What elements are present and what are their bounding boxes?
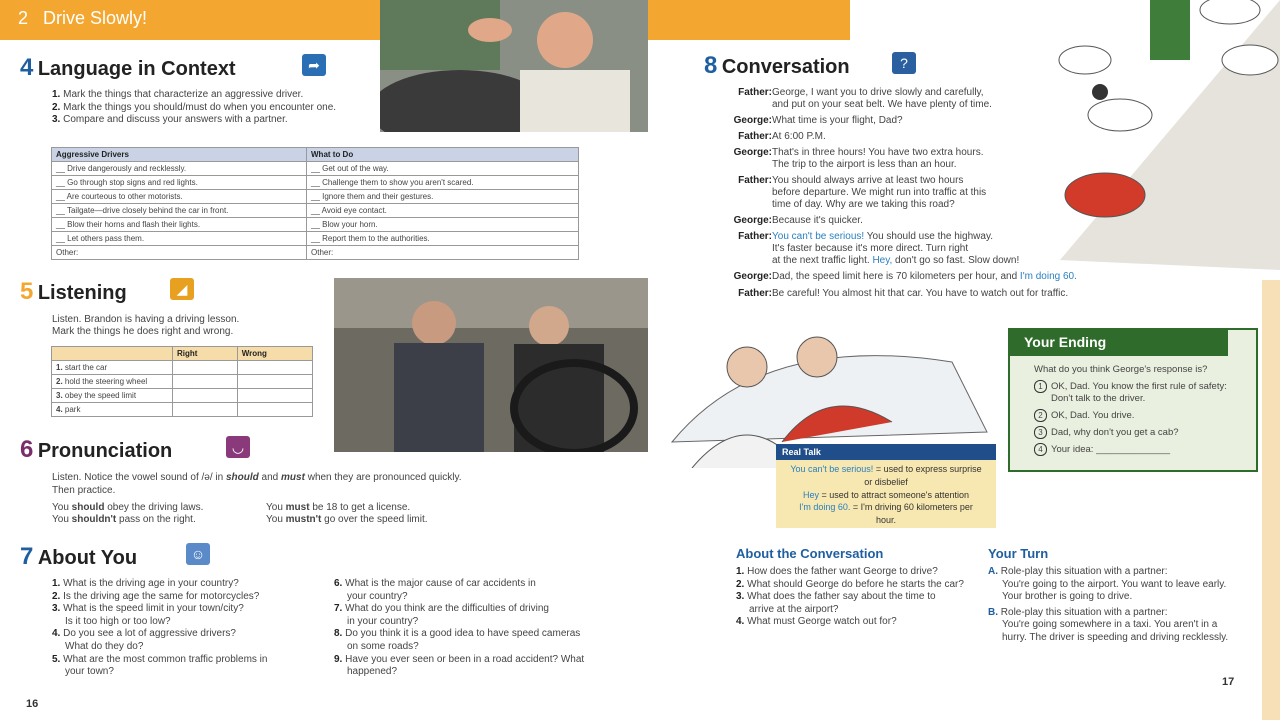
ending-option[interactable]: 1 OK, Dad. You know the first rule of safety:	[1034, 380, 1246, 393]
page-edge-strip	[1262, 280, 1280, 720]
table-row: __ Drive dangerously and recklessly. __ Get out of the way.	[52, 162, 579, 176]
section-6-heading: 6 Pronunciation	[20, 436, 173, 463]
table-row: Other: Other:	[52, 246, 579, 260]
ending-option[interactable]: 3 Dad, why don't you get a cab?	[1034, 426, 1246, 439]
table-row: 3. obey the speed limit	[52, 389, 313, 403]
table-row: __ Go through stop signs and red lights. __ Challenge them to show you aren't scared.	[52, 176, 579, 190]
mouth-icon[interactable]: ◡	[226, 436, 250, 458]
your-ending-title: Your Ending	[1010, 330, 1228, 356]
page-number-right: 17	[1222, 676, 1235, 688]
table-row: __ Tailgate—drive closely behind the car in front. __ Avoid eye contact.	[52, 204, 579, 218]
ending-option[interactable]: 2 OK, Dad. You drive.	[1034, 409, 1246, 422]
listening-table: Right Wrong 1. start the car 2. hold the steering wheel 3. obey the speed limit 4. park	[51, 346, 313, 417]
section-6-instructions: Listen. Notice the vowel sound of /ə/ in should and must when they are pronounced quickly. Then practice.	[52, 472, 462, 496]
angry-driver-photo	[380, 0, 648, 132]
pronunciation-examples-left: You should obey the driving laws. You shouldn't pass on the right.	[52, 502, 204, 525]
about-you-questions-right: 6. What is the major cause of car accidents in your country? 7. What do you think are the difficulties of driving in your country? 8. Do you think it is a good idea to have speed cameras on some roads? 9. Have you ever seen or been in a road accident? What happened?	[334, 578, 585, 678]
driving-lesson-photo	[334, 278, 648, 452]
section-4-instructions: 1. Mark the things that characterize an aggressive driver. 2. Mark the things you should/must do when you encounter one. 3. Compare and discuss your answers with a partner.	[52, 89, 337, 126]
table-row: 1. start the car	[52, 361, 313, 375]
about-you-questions-left: 1. What is the driving age in your country? 2. Is the driving age the same for motorcycles? 3. What is the speed limit in your town/city? Is it too high or too low? 4. Do you see a lot of aggressive drivers? What do they do? 5. What are the most common traffic problems in your town?	[52, 578, 268, 678]
aggressive-drivers-table: Aggressive Drivers What to Do __ Drive dangerously and recklessly. __ Get out of the way. __ Go through stop signs and red lights. __ Challenge them to show you aren't scared. __ Are courteous to other motorists. __ Ignore them and their gestures. __ Tailgate—drive closely behind the car in front. __ Avoid eye contact. __ Blow their horns and flash their lights. __ Blow your horn. __ Let others pass them. __ Report them to the authorities. Other: Other:	[51, 147, 579, 260]
table-row: 4. park	[52, 403, 313, 417]
section-4-heading: 4 Language in Context	[20, 54, 236, 81]
section-8-heading: 8 Conversation	[704, 52, 850, 79]
page-number-left: 16	[26, 698, 39, 710]
angry-driver-illustration	[380, 0, 648, 132]
traffic-illustration	[1040, 0, 1280, 270]
table-row: __ Blow their horns and flash their lights. __ Blow your horn.	[52, 218, 579, 232]
about-conversation-title: About the Conversation	[736, 546, 884, 561]
pronunciation-examples-right: You must be 18 to get a license. You mustn't go over the speed limit.	[266, 502, 428, 525]
about-conversation-questions: 1. How does the father want George to drive? 2. What should George do before he starts the car? 3. What does the father say about the time to arrive at the airport? 4. What must George watch out for?	[736, 566, 964, 628]
your-turn-tasks: A. Role-play this situation with a partner: You're going to the airport. You want to leave early. Your brother is going to drive. B. Role-play this situation with a partner: You're going somewhere in a taxi. You aren't in a hurry. The driver is speeding and driving recklessly.	[988, 566, 1229, 643]
share-arrow-icon[interactable]: ➦	[302, 54, 326, 76]
unit-header-bar-right	[648, 0, 850, 40]
section-7-heading: 7 About You	[20, 543, 138, 570]
section-5-instructions: Listen. Brandon is having a driving lesson. Mark the things he does right and wrong.	[52, 314, 240, 337]
person-icon[interactable]: ☺	[186, 543, 210, 565]
table-row: 2. hold the steering wheel	[52, 375, 313, 389]
real-talk-title: Real Talk	[776, 444, 996, 460]
section-5-heading: 5 Listening	[20, 278, 127, 305]
your-turn-title: Your Turn	[988, 546, 1049, 561]
table-row: __ Let others pass them. __ Report them to the authorities.	[52, 232, 579, 246]
unit-title: 2 Drive Slowly!	[18, 8, 148, 28]
table-row: __ Are courteous to other motorists. __ Ignore them and their gestures.	[52, 190, 579, 204]
conversation-text: Father: George, I want you to drive slowly and carefully, and put on your seat belt. We have plenty of time. George: What time is your flight, Dad? Father: At 6:00 P.M. George: That's in three hours! You have two extra hours. The trip to the airport is less than an hour. Father: You should always arrive at least two hours before departure. We might run into traffic at this time of day. Why are we taking this road? George: Because it's quicker. Father: You can't be serious! You should use the highway. It's faster because it's more direct. Turn right at the next traffic light. Hey, don't go so fast. Slow down! George: Dad, the speed limit here is 70 kilometers per hour, and I'm doing 60. Father: Be careful! You almost hit that car. You have to watch out for traffic.	[733, 87, 1077, 299]
your-ending-box: Your Ending What do you think George's response is? 1 OK, Dad. You know the first rule of safety: Don't talk to the driver. 2 OK, Dad. You drive. 3 Dad, why don't you get a cab? 4 Your idea: ______________	[1008, 328, 1258, 472]
question-icon[interactable]: ?	[892, 52, 916, 74]
driving-lesson-illustration	[334, 278, 648, 452]
traffic-drawing	[1040, 0, 1280, 270]
real-talk-box: Real Talk You can't be serious! = used to express surprise or disbelief Hey = used to attract someone's attention I'm doing 60. = I'm driving 60 kilometers per hour.	[776, 444, 996, 528]
ending-option[interactable]: 4 Your idea: ______________	[1034, 443, 1246, 456]
audio-icon[interactable]: ◢	[170, 278, 194, 300]
